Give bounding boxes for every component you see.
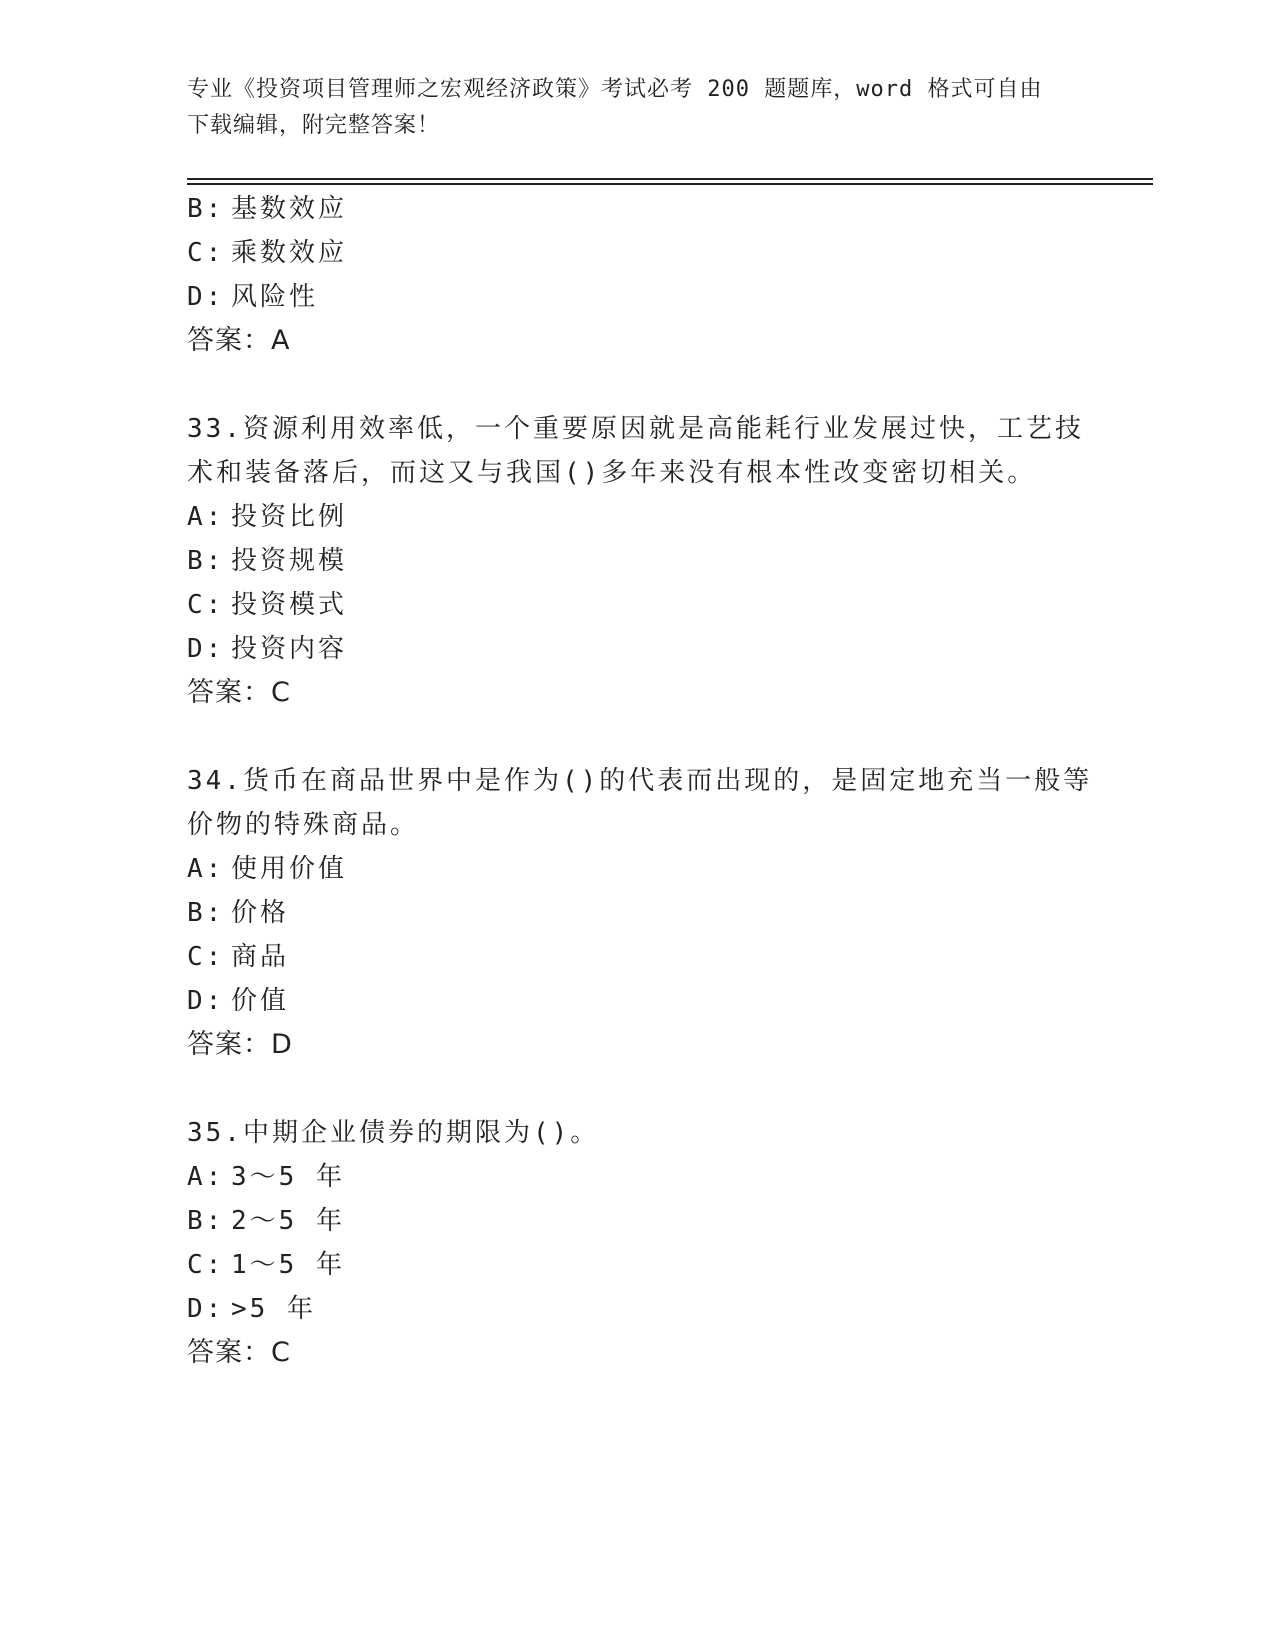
header-line-2: 下载编辑，附完整答案！	[187, 113, 441, 138]
answer: 答案：A	[187, 325, 291, 356]
option-b: B: 价格	[187, 898, 290, 928]
option-b: B: 投资规模	[187, 546, 348, 576]
option-d: D: 风险性	[187, 282, 319, 312]
answer: 答案：C	[187, 677, 291, 708]
option-d: D: 价值	[187, 986, 290, 1016]
option-c: C: 商品	[187, 942, 290, 972]
option-c: C: 乘数效应	[187, 238, 348, 268]
option-d: D: 投资内容	[187, 634, 348, 664]
option-b: B: 2～5 年	[187, 1206, 345, 1236]
question-stem: 35.中期企业债券的期限为()。	[187, 1118, 600, 1148]
option-b: B: 基数效应	[187, 194, 348, 224]
option-d: D: >5 年	[187, 1294, 316, 1324]
question-stem-continued: 价物的特殊商品。	[187, 810, 420, 840]
question-stem: 34.货币在商品世界中是作为()的代表而出现的，是固定地充当一般等	[187, 766, 1093, 796]
question-stem-continued: 术和装备落后，而这又与我国()多年来没有根本性改变密切相关。	[187, 458, 1037, 488]
option-a: A: 投资比例	[187, 502, 348, 532]
header-divider-top	[187, 178, 1153, 180]
option-c: C: 投资模式	[187, 590, 348, 620]
document-header	[187, 72, 1067, 144]
option-c: C: 1～5 年	[187, 1250, 345, 1280]
header-divider-bottom	[187, 183, 1153, 185]
option-a: A: 使用价值	[187, 854, 348, 884]
answer: 答案：C	[187, 1337, 291, 1368]
question-stem: 33.资源利用效率低，一个重要原因就是高能耗行业发展过快，工艺技	[187, 414, 1084, 444]
answer: 答案：D	[187, 1029, 293, 1060]
option-a: A: 3～5 年	[187, 1162, 345, 1192]
header-line-1: 专业《投资项目管理师之宏观经济政策》考试必考 200 题题库，word 格式可自由	[187, 77, 1043, 102]
